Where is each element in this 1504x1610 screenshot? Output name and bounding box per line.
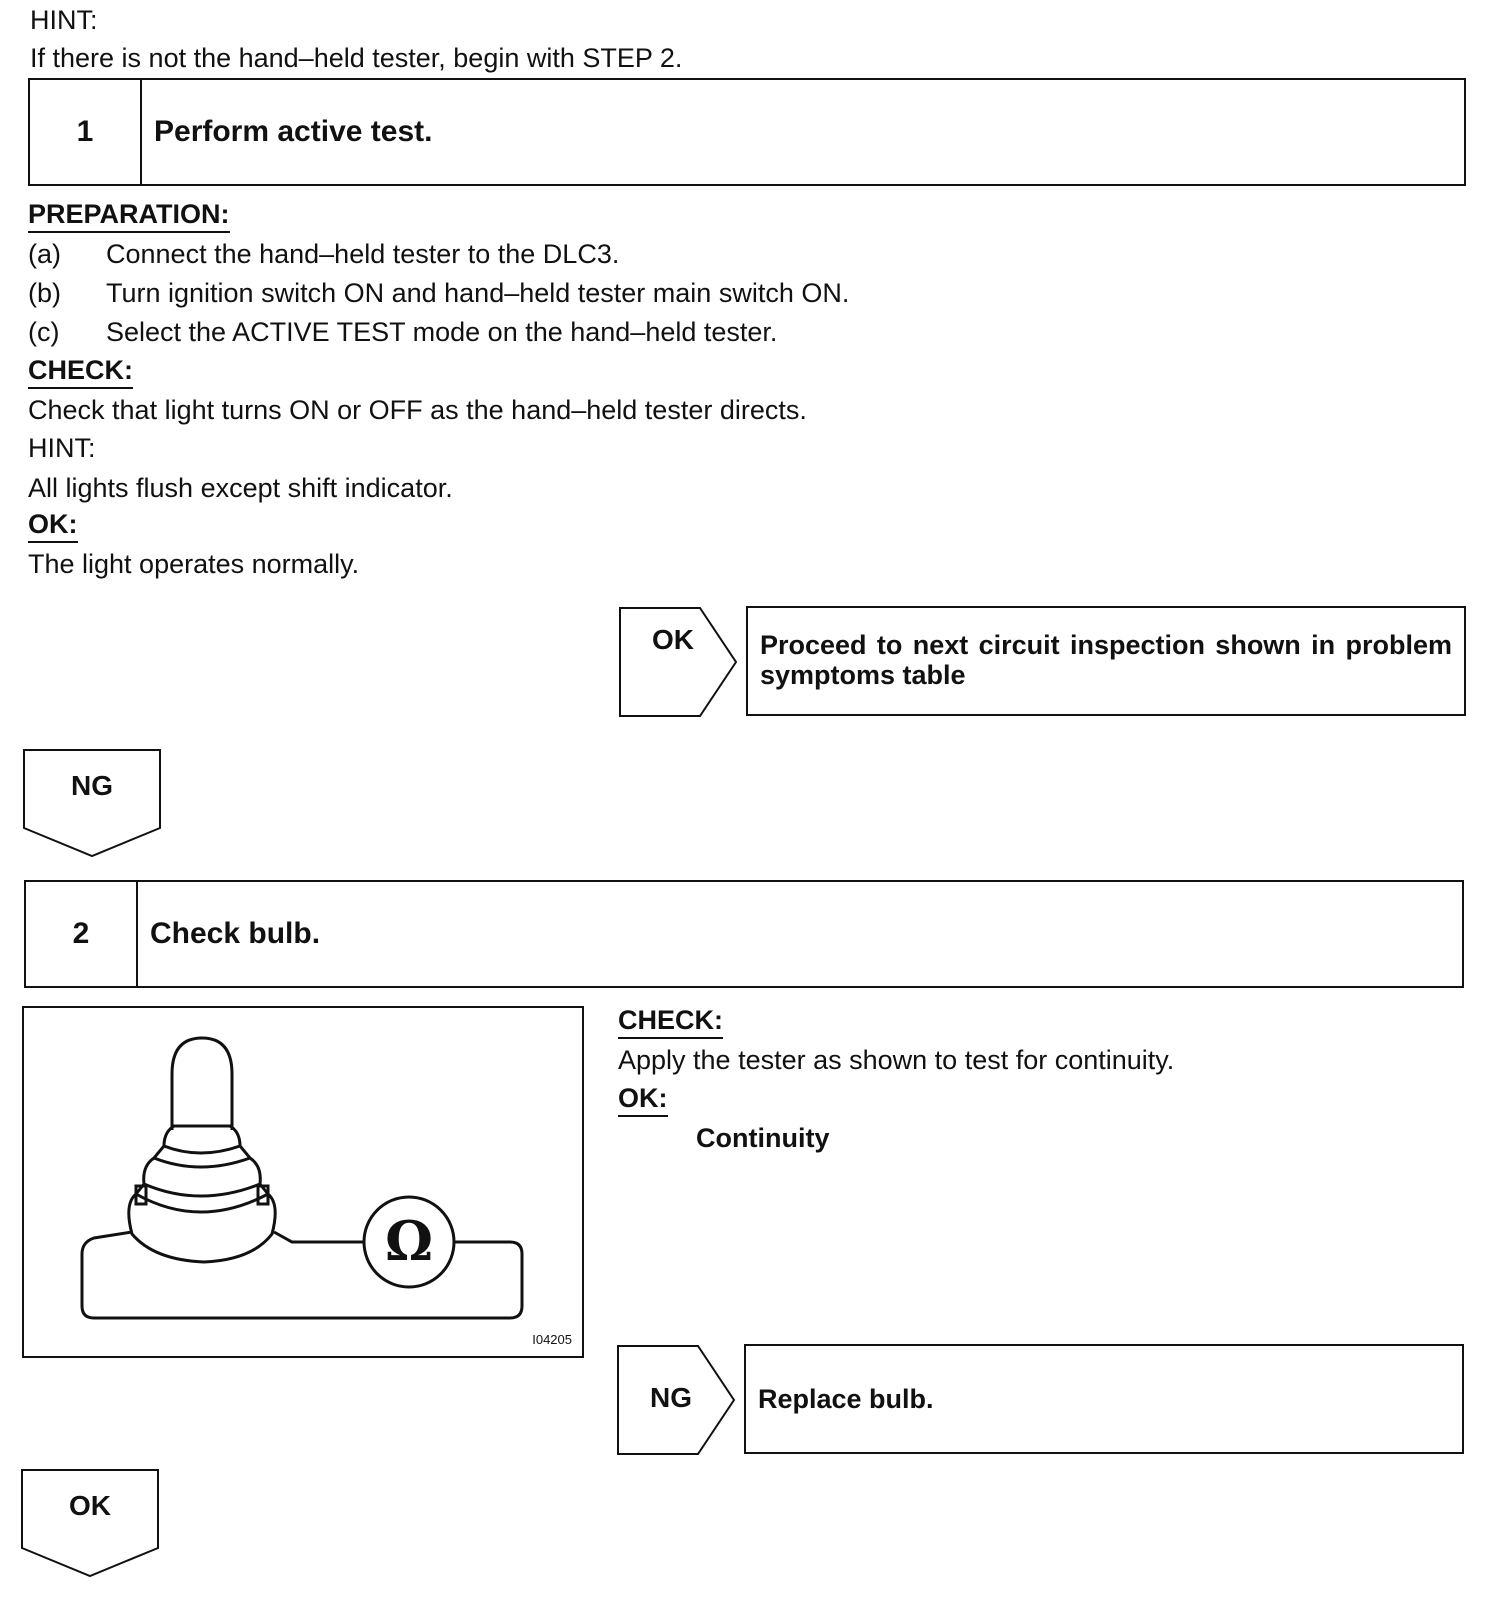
preparation-item-a bbox=[28, 238, 619, 270]
step-1-ok-label: OK: bbox=[28, 508, 78, 543]
step-1-header bbox=[28, 78, 1466, 186]
preparation-item-c-text: Select the ACTIVE TEST mode on the hand–held tester. bbox=[106, 317, 778, 347]
intro-hint-text: If there is not the hand–held tester, begin with STEP 2. bbox=[30, 43, 683, 73]
step-2-number: 2 bbox=[26, 882, 138, 986]
step-1-check-text: Check that light turns ON or OFF as the hand–held tester directs. bbox=[28, 395, 807, 425]
preparation-item-a-label: (a) bbox=[28, 239, 61, 269]
step-2-ng-arrow bbox=[616, 1344, 746, 1456]
step-2-header bbox=[24, 880, 1464, 988]
step-1-preparation-label: PREPARATION: bbox=[28, 198, 230, 233]
step-2-ok-label: OK: bbox=[618, 1082, 668, 1117]
bulb-test-diagram bbox=[24, 1008, 582, 1356]
bulb-continuity-figure bbox=[22, 1006, 584, 1358]
step-2-title: Check bulb. bbox=[150, 917, 321, 950]
step-1-check-label: CHECK: bbox=[28, 354, 133, 389]
step-1-ok-arrow-label: OK bbox=[652, 624, 694, 655]
step-2-check-label: CHECK: bbox=[618, 1004, 723, 1039]
preparation-item-c-label: (c) bbox=[28, 317, 60, 347]
step-2-ok-arrow bbox=[20, 1468, 160, 1580]
preparation-item-b bbox=[28, 277, 849, 309]
step-1-number: 1 bbox=[30, 80, 142, 184]
step-1-ng-arrow bbox=[22, 748, 162, 860]
step-2-ok-text: Continuity bbox=[696, 1123, 830, 1153]
intro-hint-label: HINT: bbox=[30, 5, 98, 35]
step-2-ng-result: Replace bulb. bbox=[744, 1344, 1464, 1454]
preparation-item-b-label: (b) bbox=[28, 278, 61, 308]
preparation-item-b-text: Turn ignition switch ON and hand–held tester main switch ON. bbox=[106, 278, 850, 308]
step-1-title: Perform active test. bbox=[154, 115, 433, 148]
step-2-check-text: Apply the tester as shown to test for continuity. bbox=[618, 1045, 1175, 1075]
preparation-item-c bbox=[28, 316, 777, 348]
step-1-ng-arrow-label: NG bbox=[71, 770, 113, 801]
figure-id: I04205 bbox=[532, 1332, 572, 1347]
step-1-hint-label: HINT: bbox=[28, 433, 96, 463]
step-1-ok-result: Proceed to next circuit inspection shown in problem symptoms table bbox=[746, 606, 1466, 716]
step-1-ok-text: The light operates normally. bbox=[28, 549, 360, 579]
step-1-hint-text: All lights flush except shift indicator. bbox=[28, 473, 453, 503]
preparation-item-a-text: Connect the hand–held tester to the DLC3. bbox=[106, 239, 620, 269]
right-arrow-shape bbox=[618, 606, 748, 718]
down-arrow-shape bbox=[20, 1468, 160, 1580]
step-2-ng-arrow-label: NG bbox=[650, 1382, 692, 1413]
down-arrow-shape bbox=[22, 748, 162, 860]
ohmmeter-symbol: Ω bbox=[384, 1209, 434, 1273]
step-1-ok-arrow bbox=[618, 606, 748, 718]
step-2-ok-arrow-label: OK bbox=[69, 1490, 111, 1521]
